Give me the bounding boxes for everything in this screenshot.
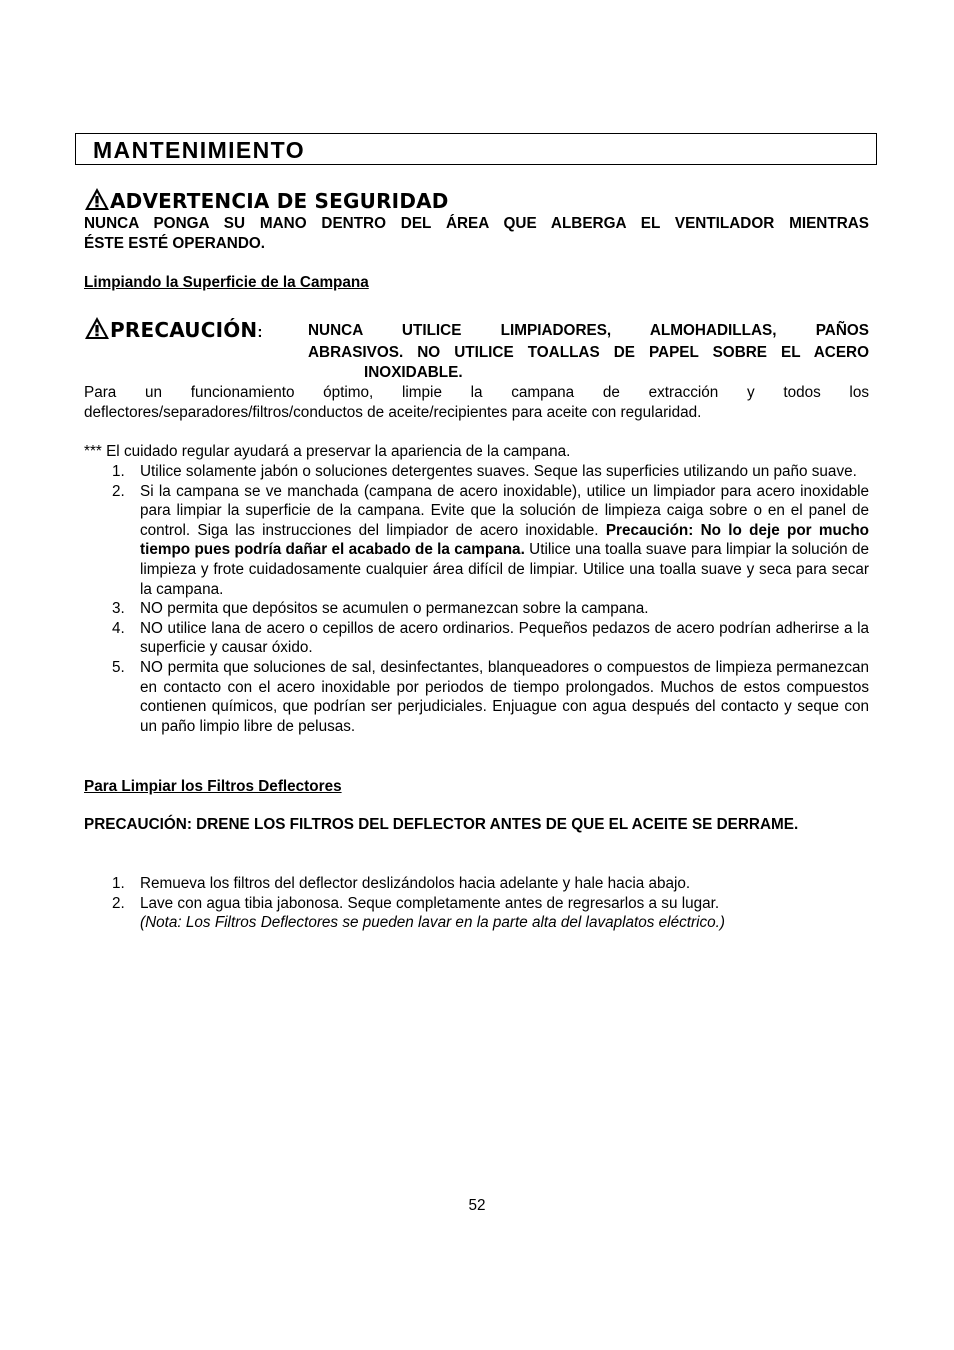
warning-triangle-icon — [84, 187, 110, 211]
caution-label: PRECAUCIÓN — [110, 318, 258, 342]
page-title: MANTENIMIENTO — [93, 137, 305, 163]
caution-line-3: INOXIDABLE. — [364, 364, 463, 381]
warning-line-2: ÉSTE ESTÉ OPERANDO. — [84, 235, 266, 252]
list-item: 4. NO utilice lana de acero o cepillos de acero ordinarios. Pequeños pedazos de acero podrían adherirse a la superficie y causar óxido. — [112, 619, 869, 657]
surface-cleaning-list — [84, 462, 869, 736]
warning-heading-text: ADVERTENCIA DE SEGURIDAD — [110, 189, 449, 213]
caution-colon: : — [257, 324, 263, 341]
precaution-inline: Precaución: No lo deje por mucho tiempo pues podría dañar el acabado de la campana. — [140, 521, 870, 559]
caution-line-1: NUNCA UTILICE LIMPIADORES, ALMOHADILLAS, PAÑOS — [308, 322, 869, 339]
filters-caution: PRECAUCIÓN: DRENE LOS FILTROS DEL DEFLECTOR ANTES DE QUE EL ACEITE SE DERRAME. — [84, 816, 799, 833]
list-item: 2. Si la campana se ve manchada (campana de acero inoxidable), utilice un limpiador para acero inoxidable para limpiar la superficie de la campana. Evite que la solución de limpieza caiga sobre o en el panel de control. Siga las instrucciones del limpiador de acero inoxidable. Precaución: No lo deje por mucho tiempo pues podría dañar el acabado de la campana. Utilice una toalla suave para limpiar la solución de limpieza y frote cuidadosamente cualquier área difícil de limpiar. Utilice una toalla suave y seca para secar la campana. — [112, 482, 870, 598]
list-item: 1. Utilice solamente jabón o soluciones detergentes suaves. Seque las superficies utilizando un paño suave. — [112, 463, 857, 480]
caution-line-2: ABRASIVOS. NO UTILICE TOALLAS DE PAPEL SOBRE EL ACERO — [308, 343, 869, 361]
section-title-box — [75, 133, 877, 165]
list-item: 1. Remueva los filtros del deflector deslizándolos hacia adelante y hale hacia abajo. — [112, 875, 691, 892]
list-item: 3. NO permita que depósitos se acumulen o permanezcan sobre la campana. — [112, 600, 649, 618]
care-note: *** El cuidado regular ayudará a preservar la apariencia de la campana. — [84, 443, 571, 460]
list-item: 2. Lave con agua tibia jabonosa. Seque completamente antes de regresarlos a su lugar. (Nota: Los Filtros Deflectores se pueden lavar en la parte alta del lavaplatos eléctrico.) — [112, 894, 725, 932]
section-heading-filters: Para Limpiar los Filtros Deflectores — [84, 778, 342, 795]
page-number: 52 — [468, 1197, 486, 1214]
section-heading-surface: Limpiando la Superficie de la Campana — [84, 274, 369, 291]
dishwasher-note: (Nota: Los Filtros Deflectores se pueden lavar en la parte alta del lavaplatos eléctrico.) — [140, 914, 725, 932]
list-item: 5. NO permita que soluciones de sal, desinfectantes, blanqueadores o compuestos de limpieza permanezcan en contacto con el acero inoxidable por periodos de tiempo prolongados. Muchos de estos compuestos contienen químicos, que podrían ser perjudiciales. Enjuague con agua después del contacto y seque con un paño limpio libre de pelusas. — [112, 658, 869, 735]
caution-heading — [84, 316, 262, 343]
filter-cleaning-list — [84, 874, 869, 933]
caution-text — [308, 321, 869, 362]
intro-paragraph: Para un funcionamiento óptimo, limpie la campana de extracción y todos los deflectores/separadores/filtros/conductos de aceite/recipientes para aceite con regularidad. — [84, 384, 869, 421]
warning-line-1: NUNCA PONGA SU MANO DENTRO DEL ÁREA QUE ALBERGA EL VENTILADOR MIENTRAS — [84, 215, 869, 232]
warning-triangle-icon — [84, 316, 110, 340]
warning-heading — [84, 187, 449, 214]
